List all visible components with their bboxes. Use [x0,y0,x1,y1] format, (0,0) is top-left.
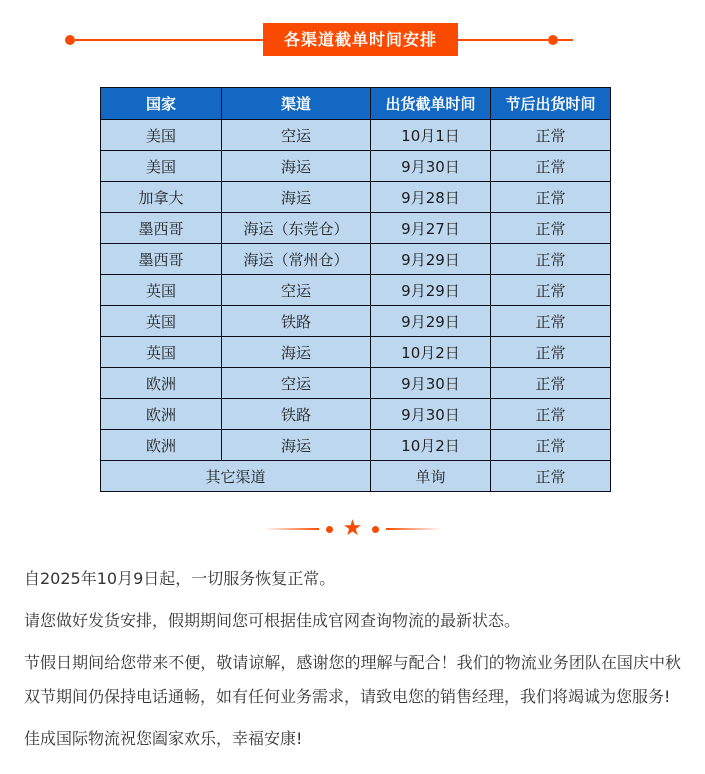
table-cell: 正常 [491,306,611,337]
table-header-row [101,88,611,120]
paragraph-shipping-arrangement: 请您做好发货安排，假期期间您可根据佳成官网查询物流的最新状态。 [24,611,521,630]
table-cell: 9月27日 [371,213,491,244]
table-cell: 其它渠道 [101,461,371,492]
table-cell: 正常 [491,151,611,182]
table-cell: 正常 [491,120,611,151]
table-row [101,244,611,275]
table-footer [101,461,611,492]
table-cell: 海运（常州仓） [222,244,371,275]
paragraph-greeting: 佳成国际物流祝您阖家欢乐，幸福安康! [24,729,303,748]
table-cell: 海运 [222,151,371,182]
table-cell: 欧洲 [101,430,222,461]
table-cell: 9月30日 [371,151,491,182]
divider-line [458,39,548,41]
table-header [101,88,611,120]
table-cell: 正常 [491,461,611,492]
star-icon: ★ [342,516,363,541]
cutoff-table-body [101,120,611,461]
table-cell: 美国 [101,120,222,151]
divider-line [264,528,319,530]
cutoff-schedule-table [100,87,611,492]
section-title-banner: 各渠道截单时间安排 [263,23,458,56]
table-cell: 正常 [491,368,611,399]
table-row-other-channels [101,461,611,492]
table-row [101,182,611,213]
table-cell: 海运 [222,337,371,368]
divider-line [386,528,441,530]
table-cell: 正常 [491,275,611,306]
table-cell: 10月2日 [371,430,491,461]
table-cell: 10月1日 [371,120,491,151]
table-cell: 空运 [222,120,371,151]
section-header [0,0,705,56]
table-cell: 海运 [222,182,371,213]
column-header-after-holiday: 节后出货时间 [491,88,611,120]
table-cell: 9月29日 [371,275,491,306]
table-cell: 正常 [491,213,611,244]
table-row [101,275,611,306]
table-row [101,151,611,182]
table-cell: 单询 [371,461,491,492]
table-cell: 铁路 [222,399,371,430]
table-row [101,306,611,337]
star-divider [0,516,705,542]
table-row [101,213,611,244]
table-cell: 英国 [101,337,222,368]
divider-dot-icon [548,35,558,45]
table-cell: 正常 [491,182,611,213]
table-cell: 9月30日 [371,368,491,399]
table-cell: 10月2日 [371,337,491,368]
table-cell: 欧洲 [101,368,222,399]
table-cell: 9月29日 [371,244,491,275]
notice-body [0,542,705,756]
table-cell: 正常 [491,430,611,461]
paragraph-holiday-apology: 节假日期间给您带来不便，敬请谅解，感谢您的理解与配合！我们的物流业务团队在国庆中秋双节期间仍保持电话通畅，如有任何业务需求，请致电您的销售经理，我们将竭诚为您服务! [24,653,681,706]
paragraph-service-resume: 自2025年10月9日起，一切服务恢复正常。 [24,569,336,588]
table-cell: 9月29日 [371,306,491,337]
divider-dot-icon [372,526,379,533]
table-cell: 正常 [491,399,611,430]
divider-dot-icon [326,526,333,533]
table-cell: 欧洲 [101,399,222,430]
table-cell: 9月28日 [371,182,491,213]
divider-dot-icon [65,35,75,45]
table-cell: 英国 [101,275,222,306]
table-cell: 海运（东莞仓） [222,213,371,244]
table-row [101,337,611,368]
table-cell: 正常 [491,337,611,368]
table-cell: 墨西哥 [101,244,222,275]
column-header-channel: 渠道 [222,88,371,120]
table-cell: 墨西哥 [101,213,222,244]
table-cell: 9月30日 [371,399,491,430]
column-header-cutoff-time: 出货截单时间 [371,88,491,120]
table-cell: 空运 [222,275,371,306]
table-cell: 海运 [222,430,371,461]
column-header-country: 国家 [101,88,222,120]
table-cell: 英国 [101,306,222,337]
table-row [101,399,611,430]
table-row [101,120,611,151]
table-row [101,368,611,399]
divider-line [558,39,573,41]
table-cell: 加拿大 [101,182,222,213]
divider-line [75,39,263,41]
table-cell: 空运 [222,368,371,399]
table-cell: 铁路 [222,306,371,337]
table-cell: 美国 [101,151,222,182]
table-row [101,430,611,461]
table-cell: 正常 [491,244,611,275]
